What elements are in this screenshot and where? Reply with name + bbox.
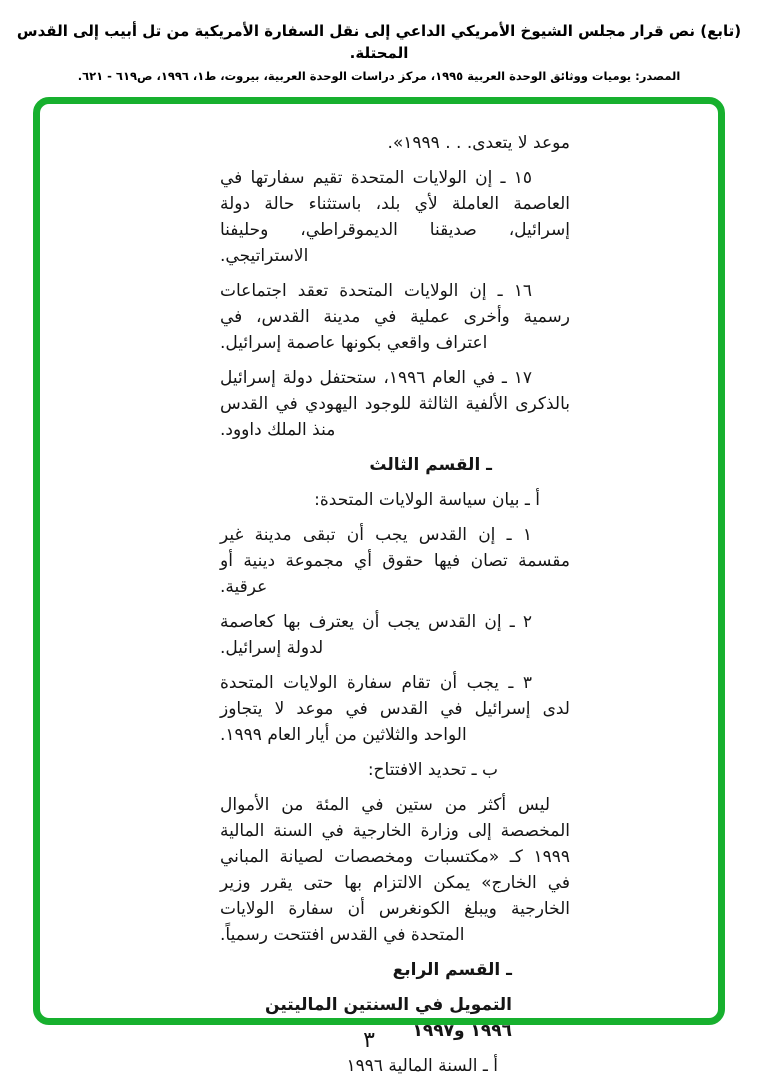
document-source-citation: المصدر: يوميات ووثائق الوحدة العربية ١٩٩٥، مركز دراسات الوحدة العربية، بيروت، ط١، ١٩٩٦، ص٦١٩ - ٦٢١. — [77, 69, 681, 83]
heading-section-four: ـ القسم الرابع — [392, 960, 512, 980]
paragraph-subsection-a-policy: أ ـ بيان سياسة الولايات المتحدة: — [314, 490, 540, 510]
heading-section-three: ـ القسم الثالث — [369, 455, 492, 475]
heading-funding-fiscal-years: التمويل في السنتين الماليتين ١٩٩٦ و١٩٩٧ — [265, 995, 512, 1041]
document-body — [40, 104, 718, 1078]
paragraph-item-15: ١٥ ـ إن الولايات المتحدة تقيم سفارتها في العاصمة العاملة لأي بلد، باستثناء حالة دولة إسرائيل، صديقنا الديموقراطي، وحليفنا الاستراتيجي. — [220, 168, 570, 266]
paragraph-quote-continuation: موعد لا يتعدى. . . ١٩٩٩». — [387, 133, 570, 153]
paragraph-fiscal-year-1996: أ ـ السنة المالية ١٩٩٦ — [346, 1056, 498, 1076]
paragraph-point-3: ٣ ـ يجب أن تقام سفارة الولايات المتحدة لدى إسرائيل في القدس في موعد لا يتجاوز الواحد والثلاثين من أيار العام ١٩٩٩. — [220, 673, 570, 745]
paragraph-point-1: ١ ـ إن القدس يجب أن تبقى مدينة غير مقسمة تصان فيها حقوق أي مجموعة دينية أو عرقية. — [220, 525, 570, 597]
document-title: (تابع) نص قرار مجلس الشيوخ الأمريكي الداعي إلى نقل السفارة الأمريكية من تل أبيب إلى القدس المحتلة. — [16, 22, 742, 62]
document-frame-border — [33, 97, 725, 1076]
paragraph-subsection-b-opening: ب ـ تحديد الافتتاح: — [367, 760, 498, 780]
paragraph-point-2: ٢ ـ إن القدس يجب أن يعترف بها كعاصمة لدولة إسرائيل. — [220, 612, 532, 658]
paragraph-funding-condition: ليس أكثر من ستين في المئة من الأموال المخصصة إلى وزارة الخارجية في السنة المالية ١٩٩٩ كـ «مكتسبات ومخصصات لصيانة المباني في الخارج» يمكن الالتزام بها حتى يقرر وزير الخارجية ويبلغ الكونغرس أن سفارة الولايات المتحدة في القدس افتتحت رسمياً. — [220, 795, 570, 945]
page-number: ٣ — [363, 1028, 375, 1053]
paragraph-item-16: ١٦ ـ إن الولايات المتحدة تعقد اجتماعات رسمية وأخرى عملية في مدينة القدس، في اعتراف واقعي بكونها عاصمة إسرائيل. — [220, 281, 570, 353]
page-header — [0, 20, 758, 84]
paragraph-item-17: ١٧ ـ في العام ١٩٩٦، ستحتفل دولة إسرائيل بالذكرى الألفية الثالثة للوجود اليهودي في القدس منذ الملك داوود. — [220, 368, 570, 440]
